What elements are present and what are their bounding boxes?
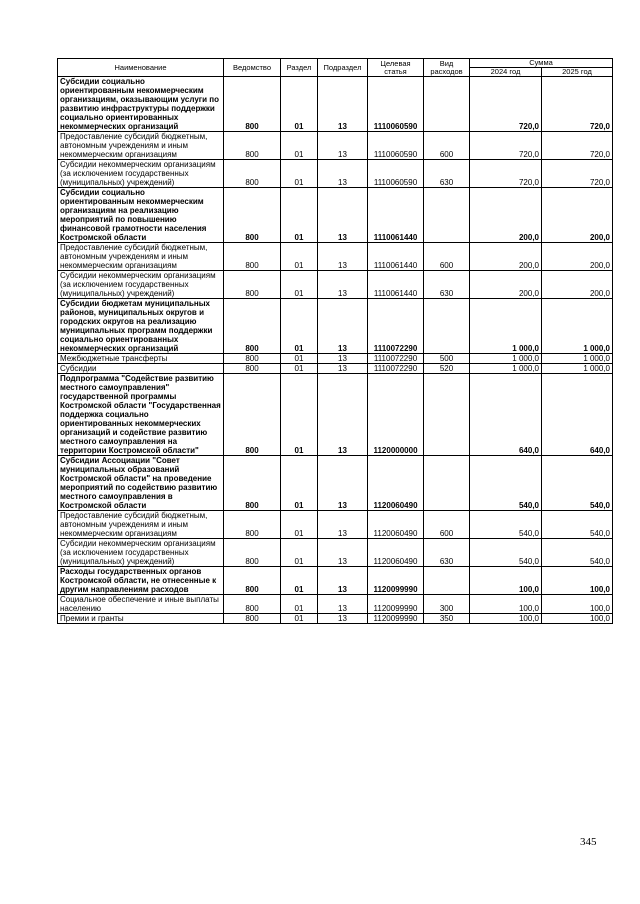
table-row bbox=[58, 160, 613, 188]
cell-section: 01 bbox=[281, 132, 318, 160]
cell-amount-2024: 1 000,0 bbox=[470, 299, 542, 354]
table-row bbox=[58, 188, 613, 243]
cell-name: Премии и гранты bbox=[58, 614, 224, 624]
cell-expense-type bbox=[424, 77, 470, 132]
cell-department: 800 bbox=[224, 614, 281, 624]
cell-section: 01 bbox=[281, 77, 318, 132]
cell-department: 800 bbox=[224, 456, 281, 511]
table-row bbox=[58, 243, 613, 271]
table-row bbox=[58, 614, 613, 624]
table-row bbox=[58, 77, 613, 132]
cell-name: Субсидии Ассоциации "Совет муниципальных образований Костромской области" на проведение мероприятий по содействию развитию местного самоуправления в Костромской области bbox=[58, 456, 224, 511]
cell-expense-type bbox=[424, 374, 470, 456]
cell-name: Субсидии некоммерческим организациям (за исключением государственных (муниципальных) учреждений) bbox=[58, 160, 224, 188]
cell-amount-2024: 720,0 bbox=[470, 132, 542, 160]
cell-name: Предоставление субсидий бюджетным, автономным учреждениям и иным некоммерческим организациям bbox=[58, 132, 224, 160]
cell-name: Субсидии бюджетам муниципальных районов, муниципальных округов и городских округов на реализацию муниципальных программ поддержки социально ориентированных некоммерческих организаций bbox=[58, 299, 224, 354]
cell-amount-2025: 640,0 bbox=[542, 374, 613, 456]
cell-department: 800 bbox=[224, 271, 281, 299]
cell-amount-2024: 200,0 bbox=[470, 243, 542, 271]
cell-target-article: 1110061440 bbox=[368, 243, 424, 271]
cell-department: 800 bbox=[224, 354, 281, 364]
cell-amount-2025: 100,0 bbox=[542, 595, 613, 614]
cell-expense-type: 630 bbox=[424, 271, 470, 299]
table-body bbox=[58, 77, 613, 624]
cell-subsection: 13 bbox=[318, 243, 368, 271]
cell-expense-type bbox=[424, 567, 470, 595]
cell-amount-2024: 540,0 bbox=[470, 456, 542, 511]
cell-target-article: 1110072290 bbox=[368, 354, 424, 364]
cell-section: 01 bbox=[281, 364, 318, 374]
cell-amount-2025: 720,0 bbox=[542, 160, 613, 188]
cell-subsection: 13 bbox=[318, 374, 368, 456]
cell-department: 800 bbox=[224, 188, 281, 243]
header-subsection: Подраздел bbox=[318, 59, 368, 77]
cell-section: 01 bbox=[281, 271, 318, 299]
cell-target-article: 1120099990 bbox=[368, 595, 424, 614]
cell-department: 800 bbox=[224, 160, 281, 188]
cell-expense-type bbox=[424, 456, 470, 511]
cell-target-article: 1110072290 bbox=[368, 299, 424, 354]
cell-target-article: 1110061440 bbox=[368, 271, 424, 299]
table-row bbox=[58, 511, 613, 539]
cell-amount-2025: 1 000,0 bbox=[542, 364, 613, 374]
cell-subsection: 13 bbox=[318, 539, 368, 567]
cell-section: 01 bbox=[281, 539, 318, 567]
cell-amount-2024: 720,0 bbox=[470, 77, 542, 132]
cell-amount-2025: 200,0 bbox=[542, 271, 613, 299]
header-name: Наименование bbox=[58, 59, 224, 77]
cell-amount-2024: 100,0 bbox=[470, 595, 542, 614]
cell-expense-type bbox=[424, 188, 470, 243]
table-row bbox=[58, 271, 613, 299]
cell-name: Субсидии некоммерческим организациям (за исключением государственных (муниципальных) учреждений) bbox=[58, 271, 224, 299]
cell-amount-2024: 1 000,0 bbox=[470, 364, 542, 374]
header-expense-type: Вид расходов bbox=[424, 59, 470, 77]
header-department: Ведомство bbox=[224, 59, 281, 77]
table-row bbox=[58, 567, 613, 595]
page-number: 345 bbox=[580, 836, 597, 848]
cell-subsection: 13 bbox=[318, 77, 368, 132]
cell-target-article: 1120099990 bbox=[368, 614, 424, 624]
cell-subsection: 13 bbox=[318, 364, 368, 374]
header-year-2024: 2024 год bbox=[470, 68, 542, 77]
cell-name: Предоставление субсидий бюджетным, автономным учреждениям и иным некоммерческим организациям bbox=[58, 243, 224, 271]
table-row bbox=[58, 354, 613, 364]
cell-expense-type: 520 bbox=[424, 364, 470, 374]
cell-section: 01 bbox=[281, 243, 318, 271]
cell-expense-type: 600 bbox=[424, 243, 470, 271]
cell-name: Межбюджетные трансферты bbox=[58, 354, 224, 364]
table-row bbox=[58, 595, 613, 614]
cell-target-article: 1120060490 bbox=[368, 539, 424, 567]
table-row bbox=[58, 299, 613, 354]
cell-target-article: 1110072290 bbox=[368, 364, 424, 374]
cell-name: Субсидии некоммерческим организациям (за исключением государственных (муниципальных) учреждений) bbox=[58, 539, 224, 567]
cell-name: Расходы государственных органов Костромской области, не отнесенные к другим направлениям расходов bbox=[58, 567, 224, 595]
cell-target-article: 1110060590 bbox=[368, 160, 424, 188]
cell-amount-2024: 640,0 bbox=[470, 374, 542, 456]
cell-section: 01 bbox=[281, 374, 318, 456]
cell-amount-2024: 100,0 bbox=[470, 614, 542, 624]
cell-expense-type: 600 bbox=[424, 132, 470, 160]
header-year-2025: 2025 год bbox=[542, 68, 613, 77]
table-header bbox=[58, 59, 613, 77]
cell-expense-type: 300 bbox=[424, 595, 470, 614]
cell-amount-2024: 720,0 bbox=[470, 160, 542, 188]
budget-document bbox=[57, 58, 612, 624]
cell-section: 01 bbox=[281, 511, 318, 539]
cell-expense-type: 500 bbox=[424, 354, 470, 364]
cell-department: 800 bbox=[224, 374, 281, 456]
cell-amount-2025: 1 000,0 bbox=[542, 354, 613, 364]
cell-department: 800 bbox=[224, 511, 281, 539]
cell-department: 800 bbox=[224, 567, 281, 595]
cell-department: 800 bbox=[224, 132, 281, 160]
cell-section: 01 bbox=[281, 354, 318, 364]
cell-name: Субсидии bbox=[58, 364, 224, 374]
cell-expense-type: 630 bbox=[424, 160, 470, 188]
table-row bbox=[58, 374, 613, 456]
cell-subsection: 13 bbox=[318, 271, 368, 299]
cell-amount-2025: 100,0 bbox=[542, 614, 613, 624]
cell-amount-2025: 100,0 bbox=[542, 567, 613, 595]
cell-target-article: 1110061440 bbox=[368, 188, 424, 243]
header-section: Раздел bbox=[281, 59, 318, 77]
cell-expense-type: 600 bbox=[424, 511, 470, 539]
cell-amount-2025: 200,0 bbox=[542, 188, 613, 243]
cell-expense-type bbox=[424, 299, 470, 354]
header-sum: Сумма bbox=[470, 59, 613, 68]
cell-target-article: 1120000000 bbox=[368, 374, 424, 456]
cell-subsection: 13 bbox=[318, 299, 368, 354]
cell-department: 800 bbox=[224, 539, 281, 567]
cell-amount-2025: 540,0 bbox=[542, 539, 613, 567]
cell-target-article: 1120060490 bbox=[368, 456, 424, 511]
cell-amount-2025: 540,0 bbox=[542, 511, 613, 539]
cell-section: 01 bbox=[281, 456, 318, 511]
cell-name: Субсидии социально ориентированным некоммерческим организациям на реализацию мероприятий по повышению финансовой грамотности населения Костромской области bbox=[58, 188, 224, 243]
cell-section: 01 bbox=[281, 160, 318, 188]
cell-amount-2025: 720,0 bbox=[542, 132, 613, 160]
cell-subsection: 13 bbox=[318, 511, 368, 539]
table-row bbox=[58, 456, 613, 511]
cell-subsection: 13 bbox=[318, 160, 368, 188]
table-row bbox=[58, 539, 613, 567]
cell-name: Социальное обеспечение и иные выплаты населению bbox=[58, 595, 224, 614]
cell-target-article: 1110060590 bbox=[368, 132, 424, 160]
cell-subsection: 13 bbox=[318, 188, 368, 243]
cell-department: 800 bbox=[224, 243, 281, 271]
cell-amount-2024: 200,0 bbox=[470, 271, 542, 299]
cell-amount-2024: 200,0 bbox=[470, 188, 542, 243]
cell-name: Субсидии социально ориентированным некоммерческим организациям, оказывающим услуги по развитию инфраструктуры поддержки социально ориентированных некоммерческих организаций bbox=[58, 77, 224, 132]
cell-section: 01 bbox=[281, 299, 318, 354]
cell-section: 01 bbox=[281, 567, 318, 595]
cell-expense-type: 350 bbox=[424, 614, 470, 624]
cell-amount-2025: 1 000,0 bbox=[542, 299, 613, 354]
table-row bbox=[58, 364, 613, 374]
cell-department: 800 bbox=[224, 77, 281, 132]
cell-name: Подпрограмма "Содействие развитию местного самоуправления" государственной программы Костромской области "Государственная поддержка социально ориентированных некоммерческих организаций и содействие развитию местного самоуправления на территории Костромской области" bbox=[58, 374, 224, 456]
cell-subsection: 13 bbox=[318, 456, 368, 511]
cell-amount-2025: 540,0 bbox=[542, 456, 613, 511]
cell-subsection: 13 bbox=[318, 567, 368, 595]
cell-amount-2024: 1 000,0 bbox=[470, 354, 542, 364]
budget-table bbox=[57, 58, 613, 624]
cell-target-article: 1120099990 bbox=[368, 567, 424, 595]
cell-target-article: 1110060590 bbox=[368, 77, 424, 132]
cell-subsection: 13 bbox=[318, 614, 368, 624]
cell-section: 01 bbox=[281, 188, 318, 243]
cell-name: Предоставление субсидий бюджетным, автономным учреждениям и иным некоммерческим организациям bbox=[58, 511, 224, 539]
cell-amount-2024: 540,0 bbox=[470, 511, 542, 539]
cell-amount-2024: 100,0 bbox=[470, 567, 542, 595]
cell-target-article: 1120060490 bbox=[368, 511, 424, 539]
header-target-article: Целевая статья bbox=[368, 59, 424, 77]
cell-subsection: 13 bbox=[318, 132, 368, 160]
cell-amount-2025: 200,0 bbox=[542, 243, 613, 271]
cell-section: 01 bbox=[281, 595, 318, 614]
cell-section: 01 bbox=[281, 614, 318, 624]
cell-department: 800 bbox=[224, 364, 281, 374]
cell-amount-2025: 720,0 bbox=[542, 77, 613, 132]
table-row bbox=[58, 132, 613, 160]
cell-subsection: 13 bbox=[318, 595, 368, 614]
cell-department: 800 bbox=[224, 595, 281, 614]
cell-department: 800 bbox=[224, 299, 281, 354]
cell-amount-2024: 540,0 bbox=[470, 539, 542, 567]
cell-subsection: 13 bbox=[318, 354, 368, 364]
cell-expense-type: 630 bbox=[424, 539, 470, 567]
